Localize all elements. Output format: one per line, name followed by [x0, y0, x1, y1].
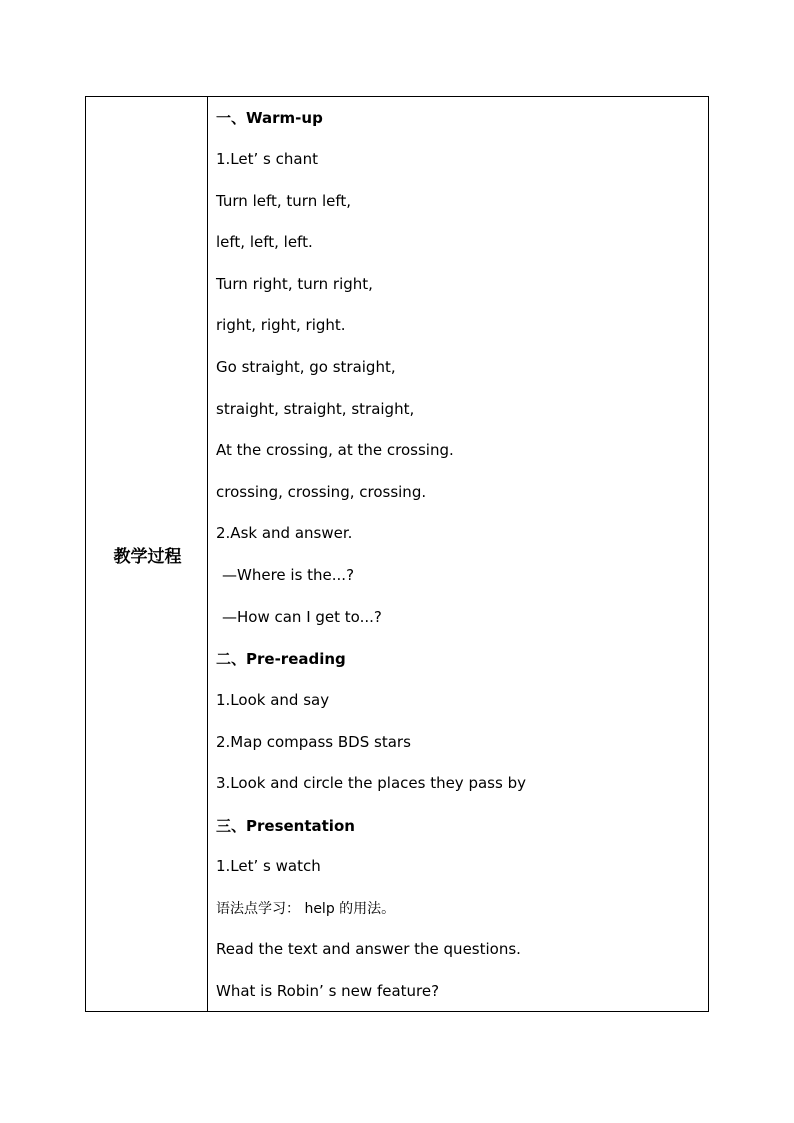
- section-heading-pre-reading: 二、Pre-reading: [216, 650, 346, 668]
- dialogue-line: —How can I get to...?: [222, 608, 382, 626]
- content-line: left, left, left.: [216, 233, 313, 251]
- grammar-note-line: 语法点学习： help 的用法。: [216, 901, 396, 917]
- content-line: Go straight, go straight,: [216, 358, 396, 376]
- content-line: straight, straight, straight,: [216, 400, 415, 418]
- lesson-table: [85, 96, 709, 1012]
- section-heading-warm-up: 一、Warm-up: [216, 109, 323, 127]
- content-line: 3.Look and circle the places they pass by: [216, 774, 526, 792]
- content-line: Read the text and answer the questions.: [216, 940, 521, 958]
- content-line: Turn left, turn left,: [216, 192, 352, 210]
- row-label: 教学过程: [113, 546, 182, 567]
- content-line: 1.Let’ s chant: [216, 150, 318, 168]
- content-line: What is Robin’ s new feature?: [216, 982, 440, 1000]
- content-line: right, right, right.: [216, 316, 346, 334]
- section-heading-presentation: 三、Presentation: [216, 817, 355, 835]
- content-line: 1.Let’ s watch: [216, 857, 321, 875]
- content-line: 1.Look and say: [216, 691, 330, 709]
- row-label-cell: [86, 97, 208, 1011]
- content-line: Turn right, turn right,: [216, 275, 373, 293]
- content-line: 2.Ask and answer.: [216, 524, 353, 542]
- dialogue-line: —Where is the...?: [222, 566, 355, 584]
- content-cell: [208, 97, 708, 1011]
- content-line: At the crossing, at the crossing.: [216, 441, 454, 459]
- content-line: crossing, crossing, crossing.: [216, 483, 427, 501]
- content-line: 2.Map compass BDS stars: [216, 733, 411, 751]
